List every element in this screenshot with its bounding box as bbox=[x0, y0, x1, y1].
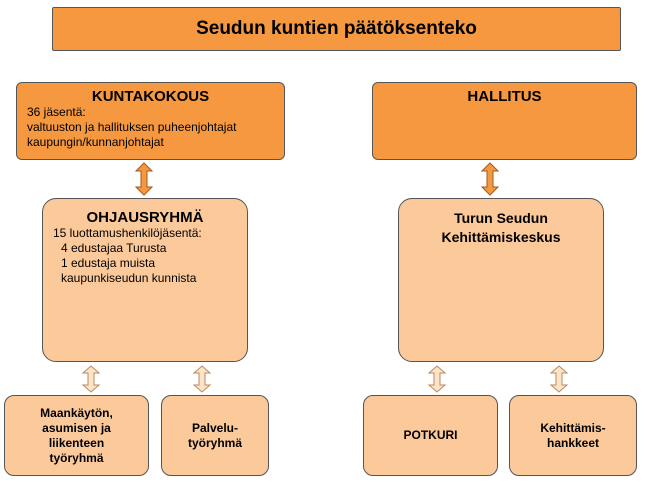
hallitus-box bbox=[372, 82, 637, 160]
box-line: Kehittämis- bbox=[540, 420, 606, 435]
ohjausryhma-line: 15 luottamushenkilöjäsentä: bbox=[53, 226, 202, 240]
kuntakokous-line: valtuuston ja hallituksen puheenjohtajat bbox=[27, 120, 237, 134]
potkuri-box bbox=[363, 395, 498, 476]
palvelu-tyoryhma-box bbox=[161, 395, 269, 476]
double-arrow-icon bbox=[83, 366, 99, 392]
double-arrow-icon bbox=[482, 163, 498, 195]
maankaytto-tyoryhma-box bbox=[4, 395, 149, 476]
box-line: Palvelu- bbox=[191, 420, 239, 435]
box-line: Maankäytön, bbox=[40, 405, 113, 420]
hallitus-heading: HALLITUS bbox=[467, 88, 542, 105]
box-line: työryhmä bbox=[49, 450, 104, 465]
ohjausryhma-line: 1 edustaja muista bbox=[61, 256, 156, 270]
box-line: hankkeet bbox=[546, 435, 600, 450]
ohjausryhma-line: kaupunkiseudun kunnista bbox=[61, 271, 197, 285]
diagram-title: Seudun kuntien päätöksenteko bbox=[196, 18, 477, 39]
box-line: asumisen ja bbox=[42, 420, 111, 435]
ohjausryhma-box bbox=[42, 198, 248, 362]
kuntakokous-line: kaupungin/kunnanjohtajat bbox=[27, 135, 164, 149]
kuntakokous-heading: KUNTAKOKOUS bbox=[91, 88, 210, 105]
ohjausryhma-heading: OHJAUSRYHMÄ bbox=[86, 209, 204, 226]
box-line: liikenteen bbox=[48, 435, 105, 450]
box-line: POTKURI bbox=[403, 428, 458, 442]
tsk-heading-line: Kehittämiskeskus bbox=[441, 229, 561, 245]
tsk-heading-line: Turun Seudun bbox=[454, 210, 548, 226]
double-arrow-icon bbox=[551, 366, 567, 392]
tsk-box bbox=[398, 198, 604, 362]
double-arrow-icon bbox=[194, 366, 210, 392]
box-line: työryhmä bbox=[187, 435, 243, 450]
double-arrow-icon bbox=[136, 163, 152, 195]
kuntakokous-box bbox=[16, 82, 285, 160]
kuntakokous-line: 36 jäsentä: bbox=[27, 105, 86, 119]
kehittamishankkeet-box bbox=[509, 395, 637, 476]
double-arrow-icon bbox=[429, 366, 445, 392]
ohjausryhma-line: 4 edustajaa Turusta bbox=[61, 241, 167, 255]
diagram-title-box bbox=[52, 7, 621, 51]
